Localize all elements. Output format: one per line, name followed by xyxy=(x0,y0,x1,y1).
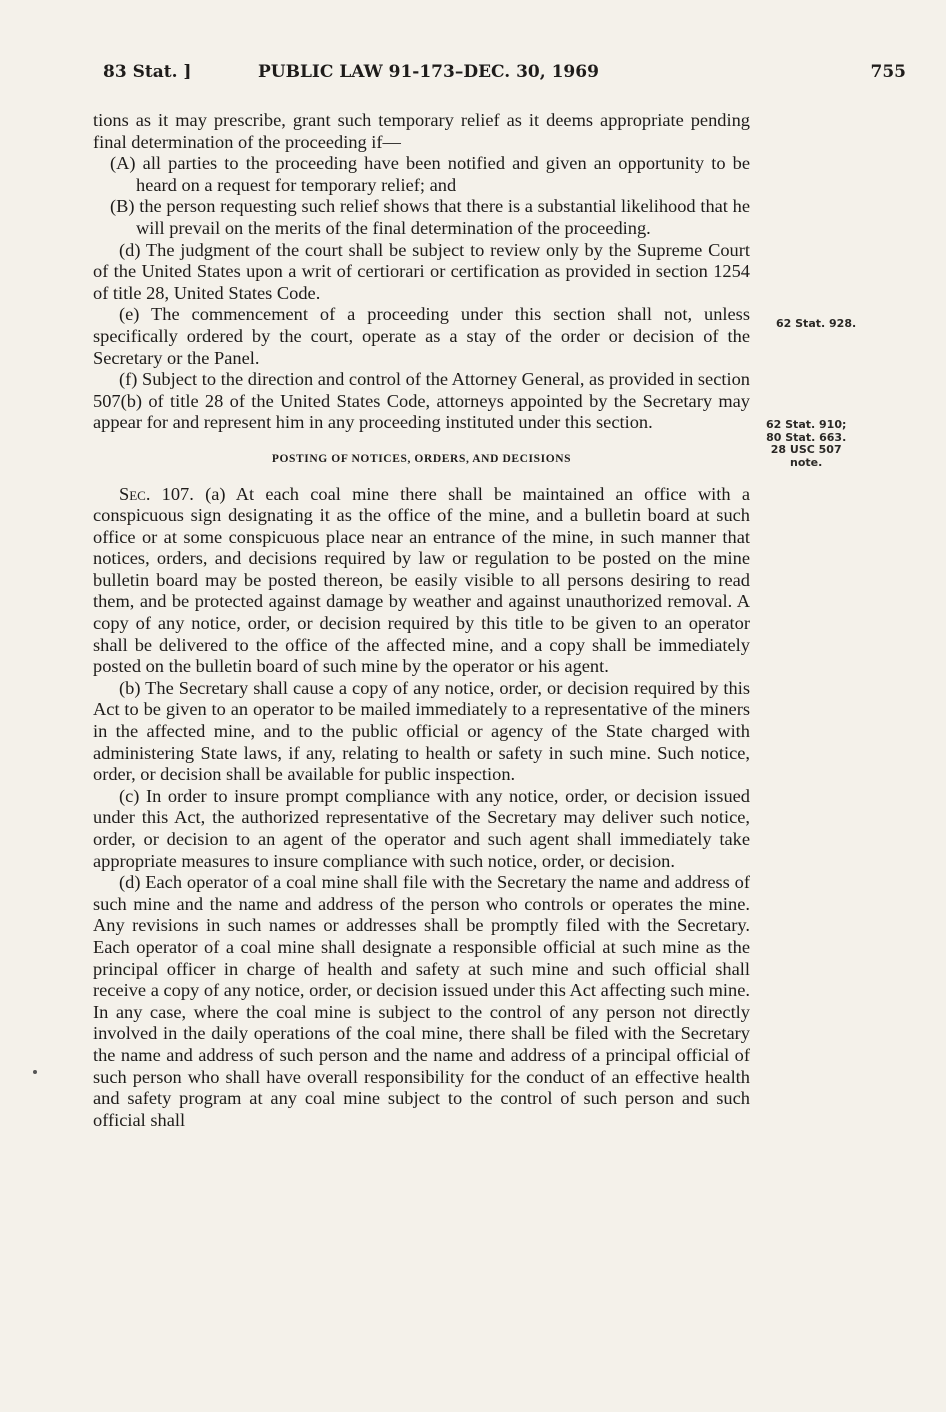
margin-note-line: 80 Stat. 663. xyxy=(766,430,847,444)
paragraph-continuation: tions as it may prescribe, grant such temporary relief as it deems appropriate pending final determination of the proceeding if— xyxy=(93,110,750,152)
statute-volume-label: 83 Stat. ] xyxy=(103,62,192,82)
margin-note-line: 62 Stat. 910; xyxy=(766,418,847,431)
section-heading: POSTING OF NOTICES, ORDERS, AND DECISIONS xyxy=(271,452,572,465)
margin-note-line: note. xyxy=(790,455,823,469)
paragraph-e: (e) The commencement of a proceeding under this section shall not, unless specifically ordered by the court, operate as a stay of the order or decision of the Secretary or the Panel. xyxy=(93,304,750,368)
scan-speck xyxy=(33,1070,37,1074)
paragraph-d: (d) The judgment of the court shall be subject to review only by the Supreme Court of the United States upon a writ of certiorari or certification as provided in section 1254 of title 28, United States Code. xyxy=(93,239,750,303)
section-label: Sec. xyxy=(119,483,151,504)
margin-note-line: 28 USC 507 xyxy=(770,443,842,456)
margin-note-citation-2 xyxy=(766,419,846,469)
paragraph-sec-107-d: (d) Each operator of a coal mine shall file with the Secretary the name and address of such mine and the name and address of the person who controls or operates the mine. Any revisions in such names or addresses shall be promptly filed with the Secretary. Each operator of a coal mine shall designate a responsible official at such mine as the principal officer in charge of health and safety at such mine and such official shall receive a copy of any notice, order, or decision issued under this Act affecting such mine. In any case, where the coal mine is subject to the control of any person not directly involved in the daily operations of the coal mine, there shall be filed with the Secretary the name and address of such person and the name and address of a principal official of such person who shall have overall responsibility for the conduct of an effective health and safety program at any coal mine subject to the control of such person and such official shall xyxy=(93,872,750,1130)
paragraph-f: (f) Subject to the direction and control of the Attorney General, as provided in section 507(b) of title 28 of the United States Code, attorneys appointed by the Secretary may appear for and represent him in any proceeding instituted under this section. xyxy=(93,369,750,433)
paragraph-subclause-b: (B) the person requesting such relief shows that there is a substantial likelihood that he will prevail on the merits of the final determination of the proceeding. xyxy=(110,196,750,238)
paragraph-subclause-a: (A) all parties to the proceeding have been notified and given an opportunity to be heard on a request for temporary relief; and xyxy=(110,153,750,195)
paragraph-sec-107-a-text: 107. (a) At each coal mine there shall be maintained an office with a conspicuous sign designating it as the office of the mine, and a bulletin board at such office or at some conspicuous place near an entrance of the mine, in such manner that notices, orders, and decisions required by law or regulation to be posted on the mine bulletin board may be posted thereon, be easily visible to all persons desiring to read them, and be protected against damage by weather and against unauthorized removal. A copy of any notice, order, or decision required by this title to be given to an operator shall be delivered to the office of the affected mine, and a copy shall be immediately posted on the bulletin board of such mine by the operator or his agent. xyxy=(93,483,750,677)
paragraph-sec-107-c: (c) In order to insure prompt compliance with any notice, order, or decision issued under this Act, the authorized representative of the Secretary may deliver such notice, order, or decision to an agent of the operator and such agent shall immediately take appropriate measures to insure compliance with such notice, order, or decision. xyxy=(93,785,750,871)
margin-note-citation-1: 62 Stat. 928. xyxy=(776,317,857,330)
body-text xyxy=(93,110,750,1131)
page-number: 755 xyxy=(870,62,906,82)
paragraph-sec-107-a xyxy=(93,484,750,678)
paragraph-sec-107-b: (b) The Secretary shall cause a copy of any notice, order, or decision required by this Act to be given to an operator to be mailed immediately to a representative of the miners in the affected mine, and to the public official or agency of the State charged with administering State laws, if any, relating to health or safety in such mine. Such notice, order, or decision shall be available for public inspection. xyxy=(93,677,750,785)
running-header-title: PUBLIC LAW 91-173–DEC. 30, 1969 xyxy=(258,62,599,82)
